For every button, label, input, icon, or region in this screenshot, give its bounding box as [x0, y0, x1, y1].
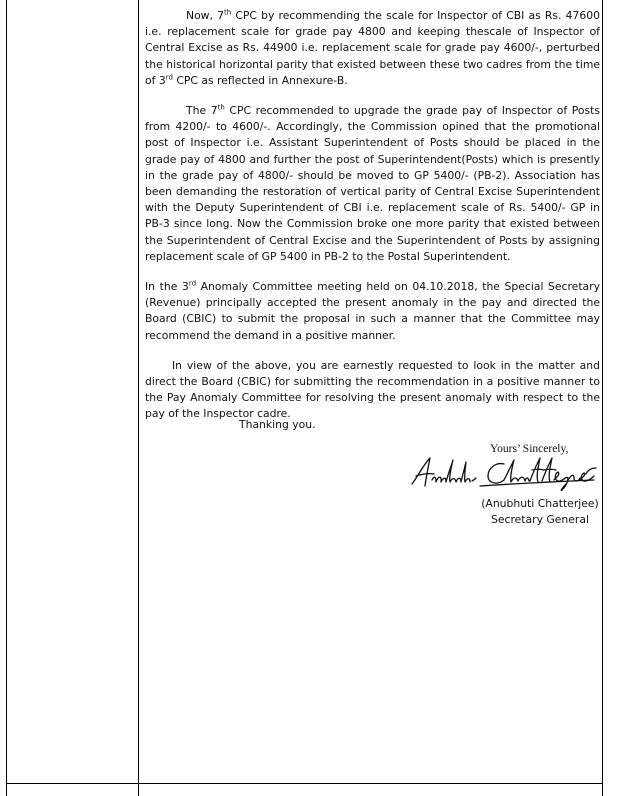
- paragraph-grade-pay: The 7th CPC recommended to upgrade the grade pay of Inspector of Posts from 4200/- to 4600/-. Accordingly, the Commission opined that the promotional post of Inspector i.e. Assistant Superintendent of Posts should be placed in the grade pay of 4800 and further the post of Superintendent(Posts) which is presently in the grade pay of 4800/- should be moved to GP 5400/- (PB-2). Association has been demanding the restoration of vertical parity of Central Excise Superintendent with the Deputy Superintendent of CBI i.e. replacement scale of Rs. 5400/- GP in PB-3 since long. Now the Commission broke one more parity that existed between the Superintendent of Central Excise and the Superintendent of Posts by assigning replacement scale of GP 5400 in PB-2 to the Postal Superintendent.: [145, 103, 600, 263]
- letter-body: [145, 8, 600, 437]
- paragraph-request: In view of the above, you are earnestly requested to look in the matter and direct the Board (CBIC) for submitting the recommendation in a positive manner to the Pay Anomaly Committee for resolving the present anomaly with respect to the pay of the Inspector cadre.: [145, 358, 600, 421]
- signatory-designation: Secretary General: [491, 512, 589, 526]
- paragraph-cpc-scale: Now, 7th CPC by recommending the scale for Inspector of CBI as Rs. 47600 i.e. replacement scale for grade pay 4800 and keeping thescale of Inspector of Central Excise as Rs. 44900 i.e. replacement scale for grade pay 4600/-, perturbed the historical horizontal parity that existed between these two cadres from the time of 3rd CPC as reflected in Annexure-B.: [145, 8, 601, 87]
- table-bottom-border: [6, 783, 603, 784]
- yours-sincerely: Yours’ Sincerely,: [490, 443, 569, 455]
- signatory-block: [470, 496, 610, 527]
- signatory-name: (Anubhuti Chatterjee): [481, 497, 599, 510]
- table-left-border: [6, 0, 7, 796]
- table-right-border: [602, 0, 603, 796]
- handwritten-signature: [408, 454, 604, 496]
- table-column-divider: [138, 0, 139, 796]
- paragraph-anomaly-committee: In the 3rd Anomaly Committee meeting held on 04.10.2018, the Special Secretary (Revenue) principally accepted the present anomaly in the pay and directed the Board (CBIC) to submit the proposal in such a manner that the Committee may recommend the demand in a positive manner.: [145, 279, 600, 342]
- thanking-line: Thanking you.: [239, 418, 316, 431]
